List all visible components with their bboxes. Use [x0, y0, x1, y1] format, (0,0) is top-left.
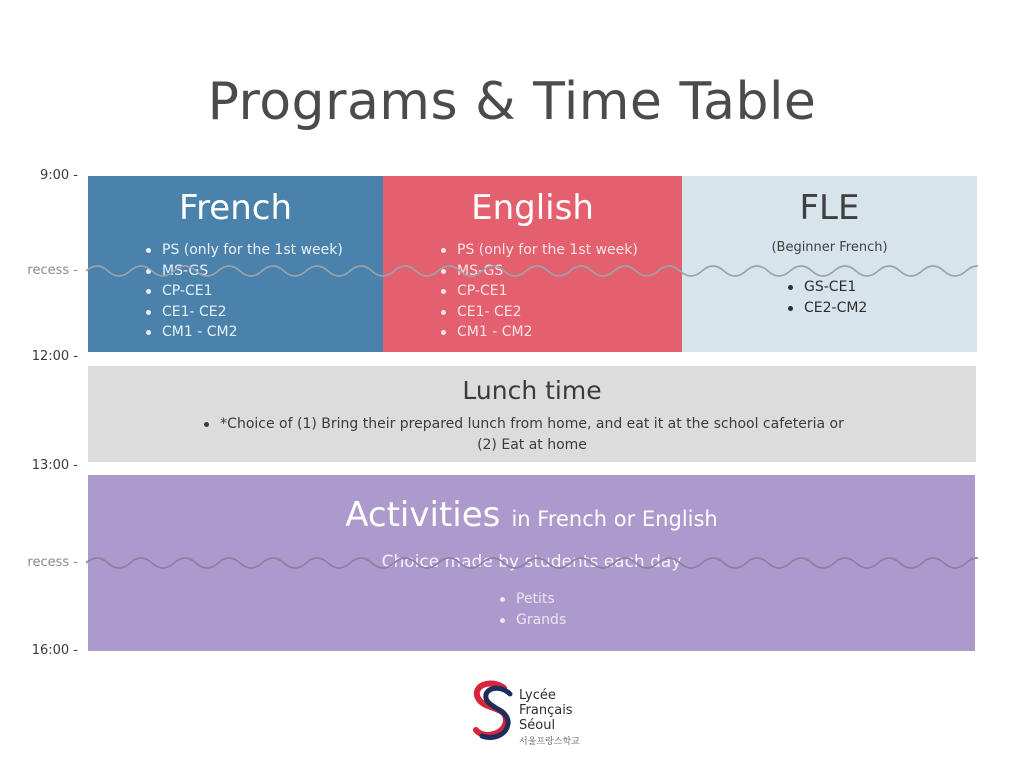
list-item: CE2-CM2 — [786, 298, 867, 319]
recess-label-afternoon: recess - — [27, 555, 78, 570]
french-title: French — [178, 188, 293, 228]
french-level-list — [144, 240, 343, 343]
logo-text-block — [519, 688, 580, 750]
list-item: MS-GS — [439, 261, 638, 282]
list-item: CE1- CE2 — [144, 302, 343, 323]
time-label-1300: 13:00 - — [31, 458, 78, 473]
recess-label-morning: recess - — [27, 263, 78, 278]
page-title: Programs & Time Table — [207, 72, 817, 132]
lunch-title: Lunch time — [462, 376, 602, 405]
fle-title: FLE — [799, 188, 860, 228]
time-label-0900: 9:00 - — [39, 168, 78, 183]
logo-line-lycee: Lycée — [519, 688, 556, 703]
activities-title: Activities — [345, 495, 501, 535]
list-item: CM1 - CM2 — [439, 322, 638, 343]
activities-group-list — [498, 589, 566, 630]
lunch-time-block — [88, 366, 976, 462]
list-item: CM1 - CM2 — [144, 322, 343, 343]
fle-subtitle: (Beginner French) — [771, 240, 888, 255]
list-item: PS (only for the 1st week) — [144, 240, 343, 261]
activities-title-suffix: in French or English — [511, 507, 718, 531]
list-item: MS-GS — [144, 261, 343, 282]
time-label-1600: 16:00 - — [31, 643, 78, 658]
list-item: CP-CE1 — [144, 281, 343, 302]
time-label-1200: 12:00 - — [31, 349, 78, 364]
afternoon-recess-wave — [86, 555, 978, 571]
lunch-description — [88, 414, 976, 456]
activities-subtitle: Choice made by students each day — [381, 552, 682, 572]
list-item: Grands — [498, 610, 566, 631]
english-title: English — [471, 188, 594, 228]
fle-level-list — [786, 277, 867, 318]
morning-recess-wave — [86, 263, 978, 279]
logo-line-francais: Français — [519, 703, 573, 718]
lunch-text-line1: *Choice of (1) Bring their prepared lunch from home, and eat it at the school cafeteria or — [220, 416, 844, 432]
lunch-bullet — [204, 422, 209, 427]
list-item: Petits — [498, 589, 566, 610]
lunch-text-line2: (2) Eat at home — [477, 437, 587, 453]
school-logo-icon — [470, 680, 516, 742]
list-item: CP-CE1 — [439, 281, 638, 302]
logo-line-seoul: Séoul — [519, 718, 556, 733]
list-item: PS (only for the 1st week) — [439, 240, 638, 261]
logo-korean-name: 서울프랑스학교 — [519, 737, 580, 747]
activities-heading — [88, 495, 975, 535]
english-level-list — [439, 240, 638, 343]
list-item: GS-CE1 — [786, 277, 867, 298]
list-item: CE1- CE2 — [439, 302, 638, 323]
